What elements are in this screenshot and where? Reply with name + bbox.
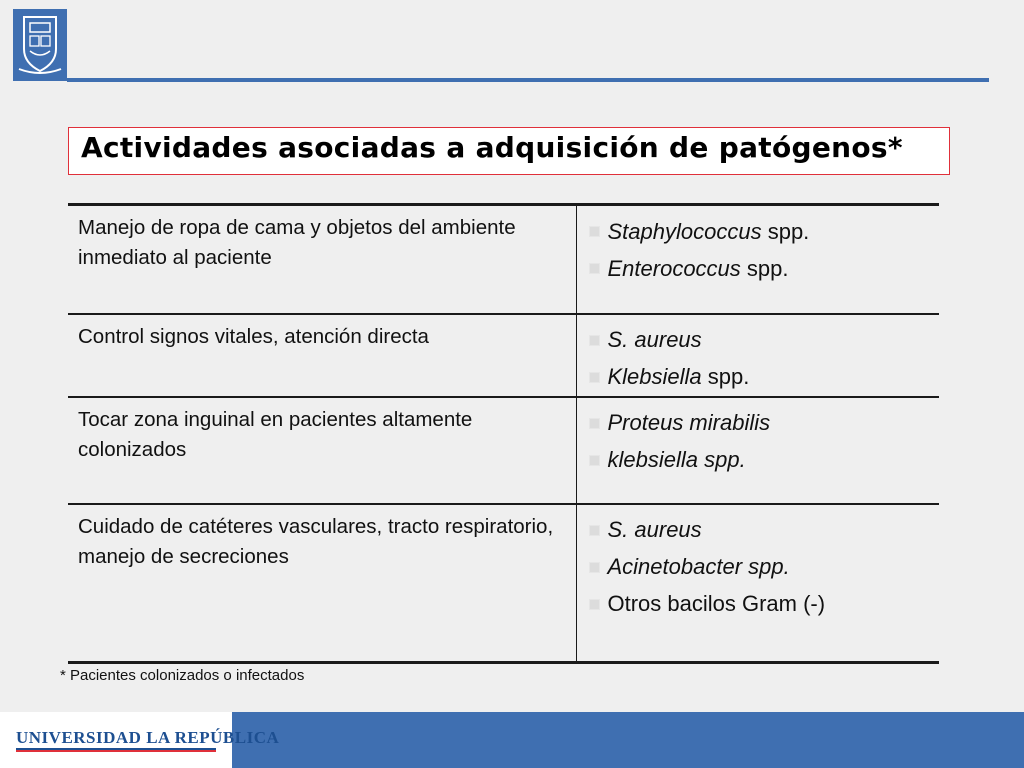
table-row (68, 504, 939, 663)
list-item: Staphylococcus spp. (589, 213, 930, 250)
list-item: Klebsiella spp. (589, 359, 930, 396)
slide-title: Actividades asociadas a adquisición de patógenos* (81, 131, 903, 164)
activity-cell: Tocar zona inguinal en pacientes altamente colonizados (68, 397, 576, 504)
square-bullet-icon (589, 562, 600, 573)
square-bullet-icon (589, 599, 600, 610)
header-rule (67, 78, 989, 82)
university-name: UNIVERSIDAD LA REPÚBLICA (16, 728, 280, 747)
activity-cell: Manejo de ropa de cama y objetos del ambiente inmediato al paciente (68, 205, 576, 314)
square-bullet-icon (589, 372, 600, 383)
title-frame (68, 127, 950, 175)
list-item: Proteus mirabilis (589, 405, 930, 442)
activity-cell: Cuidado de catéteres vasculares, tracto respiratorio, manejo de secreciones (68, 504, 576, 663)
activity-cell: Control signos vitales, atención directa (68, 314, 576, 397)
pathogen-cell (576, 314, 939, 397)
pathogen-cell (576, 397, 939, 504)
table-row (68, 314, 939, 397)
university-logo (13, 9, 67, 81)
square-bullet-icon (589, 418, 600, 429)
square-bullet-icon (589, 525, 600, 536)
list-item: klebsiella spp. (589, 442, 930, 479)
list-item: Acinetobacter spp. (589, 549, 930, 586)
pathogen-cell (576, 504, 939, 663)
pathogen-cell (576, 205, 939, 314)
activities-table (68, 203, 939, 664)
square-bullet-icon (589, 455, 600, 466)
footnote: * Pacientes colonizados o infectados (60, 667, 305, 684)
flag-stripe (16, 748, 216, 752)
square-bullet-icon (589, 226, 600, 237)
list-item: Otros bacilos Gram (-) (589, 586, 930, 623)
table-row (68, 205, 939, 314)
table-row (68, 397, 939, 504)
square-bullet-icon (589, 263, 600, 274)
square-bullet-icon (589, 335, 600, 346)
list-item: S. aureus (589, 512, 930, 549)
list-item: S. aureus (589, 322, 930, 359)
list-item: Enterococcus spp. (589, 250, 930, 287)
university-crest-icon (13, 9, 67, 81)
